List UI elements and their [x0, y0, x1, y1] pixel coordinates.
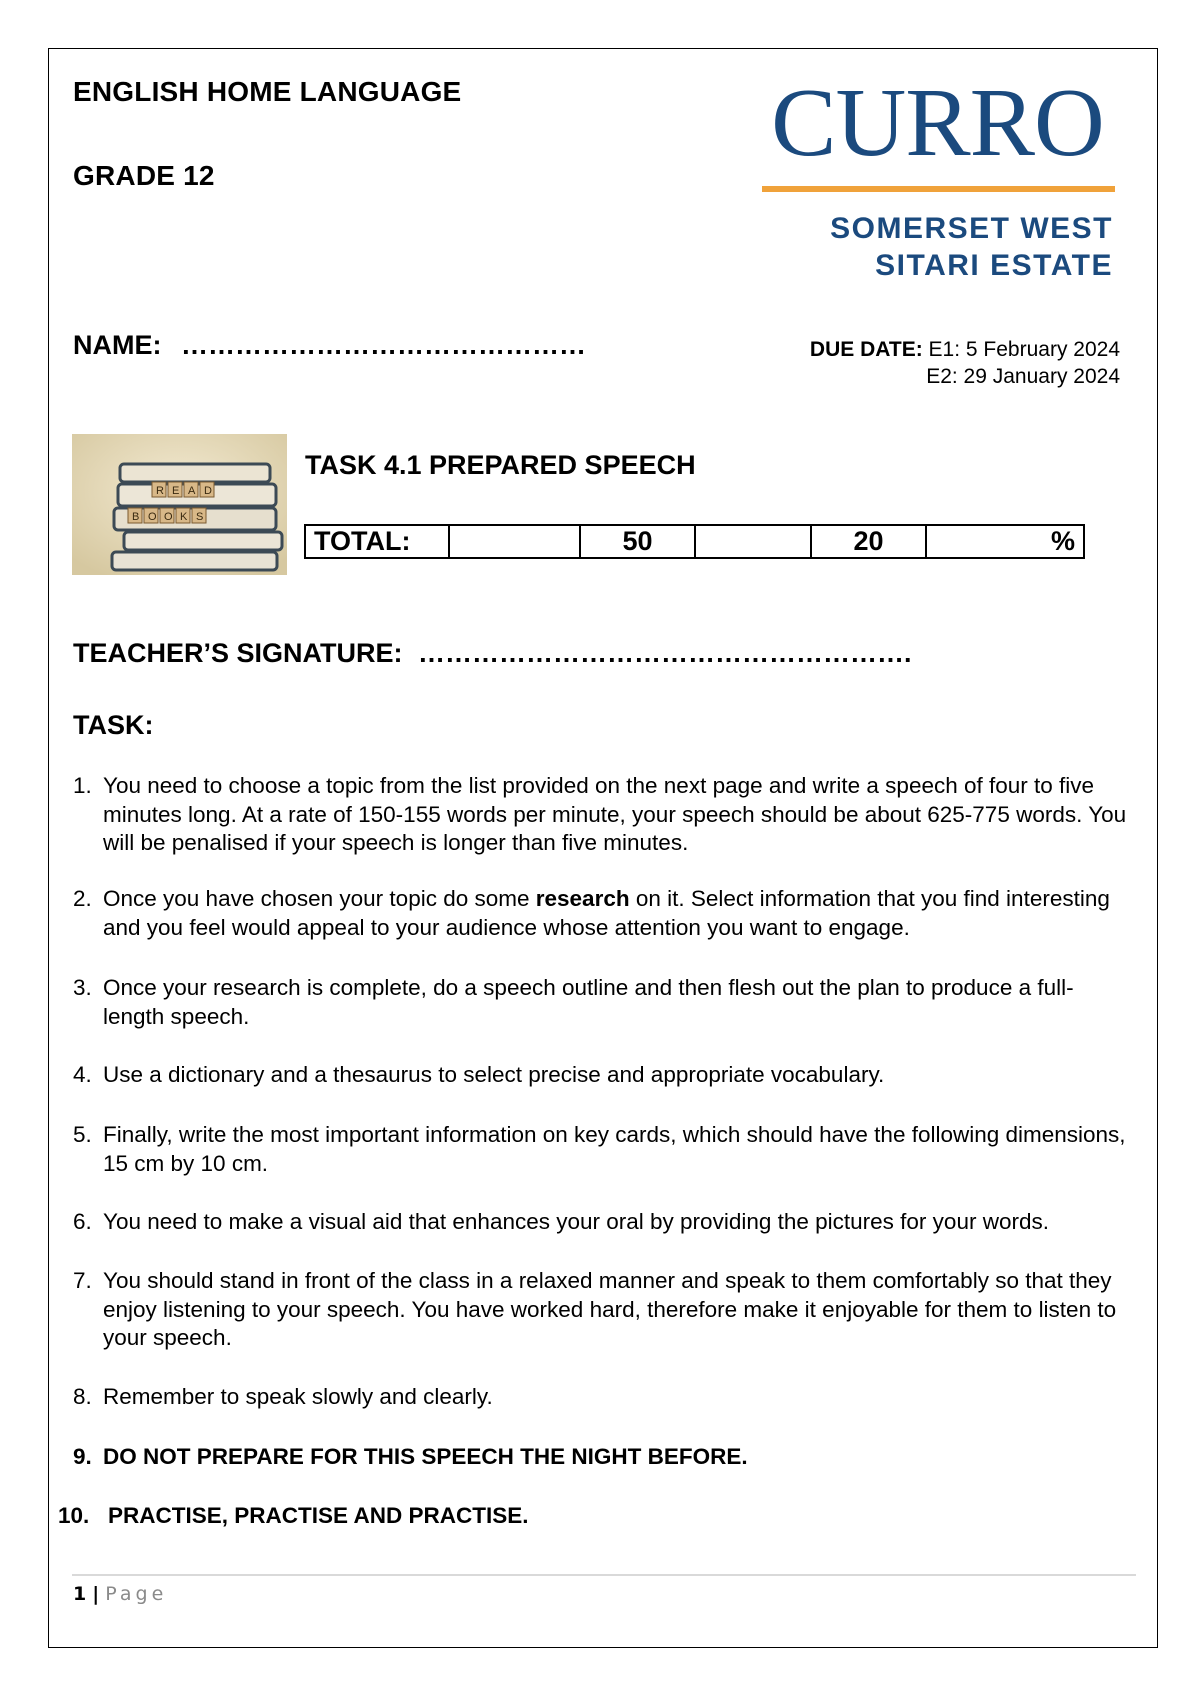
footer-divider: [72, 1574, 1136, 1576]
item-number: 2.: [73, 886, 92, 911]
item-number: 1.: [73, 773, 92, 798]
score-max-50: 50: [580, 525, 695, 558]
name-field: [73, 330, 586, 361]
score-table: [304, 524, 1085, 559]
item-text: DO NOT PREPARE FOR THIS SPEECH THE NIGHT BEFORE.: [103, 1444, 748, 1469]
name-label: NAME:: [73, 330, 162, 360]
tile-letter: A: [188, 485, 196, 497]
score-cell-converted[interactable]: [695, 525, 811, 558]
read-books-image: [72, 434, 287, 575]
curro-logo: CURRO: [771, 69, 1104, 177]
due-date-e2: E2: 29 January 2024: [926, 365, 1120, 388]
logo-campus-line2: SITARI ESTATE: [875, 249, 1113, 282]
item-number: 3.: [73, 975, 92, 1000]
signature-label: TEACHER’S SIGNATURE:: [73, 638, 403, 668]
tile-letter: E: [172, 485, 180, 497]
score-cell-mark[interactable]: [449, 525, 580, 558]
page-footer: [73, 1583, 167, 1605]
grade-heading: GRADE 12: [73, 160, 215, 191]
item-number: 6.: [73, 1209, 92, 1234]
tile-letter: K: [180, 511, 188, 523]
item-text: You should stand in front of the class in a relaxed manner and speak to them comfortably so that they enjoy listening to your speech. You have worked hard, therefore make it enjoyable for them to listen to your speech.: [103, 1268, 1117, 1350]
item-emphasis: research: [535, 886, 630, 911]
item-number: 5.: [73, 1122, 92, 1147]
item-text: You need to make a visual aid that enhances your oral by providing the pictures for your words.: [103, 1209, 1049, 1234]
item-number: 8.: [73, 1384, 92, 1409]
list-item: [58, 1502, 1118, 1531]
list-item: [73, 1383, 1133, 1412]
tile-letter: O: [164, 511, 173, 523]
page-number: 1: [73, 1583, 87, 1605]
item-number: 10.: [58, 1503, 90, 1528]
list-item: [73, 772, 1133, 858]
score-percent[interactable]: %: [926, 525, 1084, 558]
list-item: [73, 1121, 1133, 1178]
list-item: [73, 885, 1133, 942]
tile-letter: B: [132, 511, 140, 523]
signature-dots: ……………………………………………….: [418, 638, 912, 668]
due-date-label: DUE DATE:: [809, 338, 923, 361]
list-item: [73, 974, 1133, 1031]
item-number: 9.: [73, 1444, 92, 1469]
logo-campus-line1: SOMERSET WEST: [830, 212, 1113, 245]
task-heading: TASK:: [73, 710, 154, 740]
item-text: You need to choose a topic from the list provided on the next page and write a speech of four to five minutes long. At a rate of 150-155 words per minute, your speech should be about 625-775 words. You will be penalised if your speech is longer than five minutes.: [103, 773, 1127, 855]
due-date-e1: E1: 5 February 2024: [928, 338, 1120, 361]
list-item: [73, 1443, 1133, 1472]
item-text: Finally, write the most important information on key cards, which should have the following dimensions, 15 cm by 10 cm.: [103, 1122, 1126, 1176]
footer-separator: |: [92, 1583, 100, 1605]
item-text: Remember to speak slowly and clearly.: [103, 1384, 493, 1409]
list-item: [73, 1267, 1133, 1353]
score-label: TOTAL:: [305, 525, 449, 558]
page-word: Page: [105, 1583, 168, 1605]
item-text: Use a dictionary and a thesaurus to select precise and appropriate vocabulary.: [103, 1062, 885, 1087]
logo-accent-bar: [762, 186, 1115, 192]
subject-heading: ENGLISH HOME LANGUAGE: [73, 76, 462, 107]
list-item: [73, 1208, 1133, 1237]
item-number: 4.: [73, 1062, 92, 1087]
score-max-20: 20: [811, 525, 926, 558]
name-dots: ………………………………………: [181, 330, 587, 360]
teacher-signature: [73, 638, 912, 669]
item-text: Once you have chosen your topic do some: [103, 886, 536, 911]
tile-row-books: [128, 508, 206, 523]
tile-letter: D: [204, 485, 212, 497]
task-title: TASK 4.1 PREPARED SPEECH: [305, 450, 696, 480]
tile-letter: O: [148, 511, 157, 523]
item-text-cont: on it. Select information that you find interesting and you feel would appeal to your audience whose attention you want to engage.: [103, 886, 1110, 940]
item-text: PRACTISE, PRACTISE AND PRACTISE.: [108, 1503, 529, 1528]
due-date: [810, 336, 1120, 390]
item-text: Once your research is complete, do a speech outline and then flesh out the plan to produce a full-length speech.: [103, 975, 1074, 1029]
tile-letter: R: [156, 485, 164, 497]
list-item: [73, 1061, 1133, 1090]
item-number: 7.: [73, 1268, 92, 1293]
tile-letter: S: [196, 511, 204, 523]
